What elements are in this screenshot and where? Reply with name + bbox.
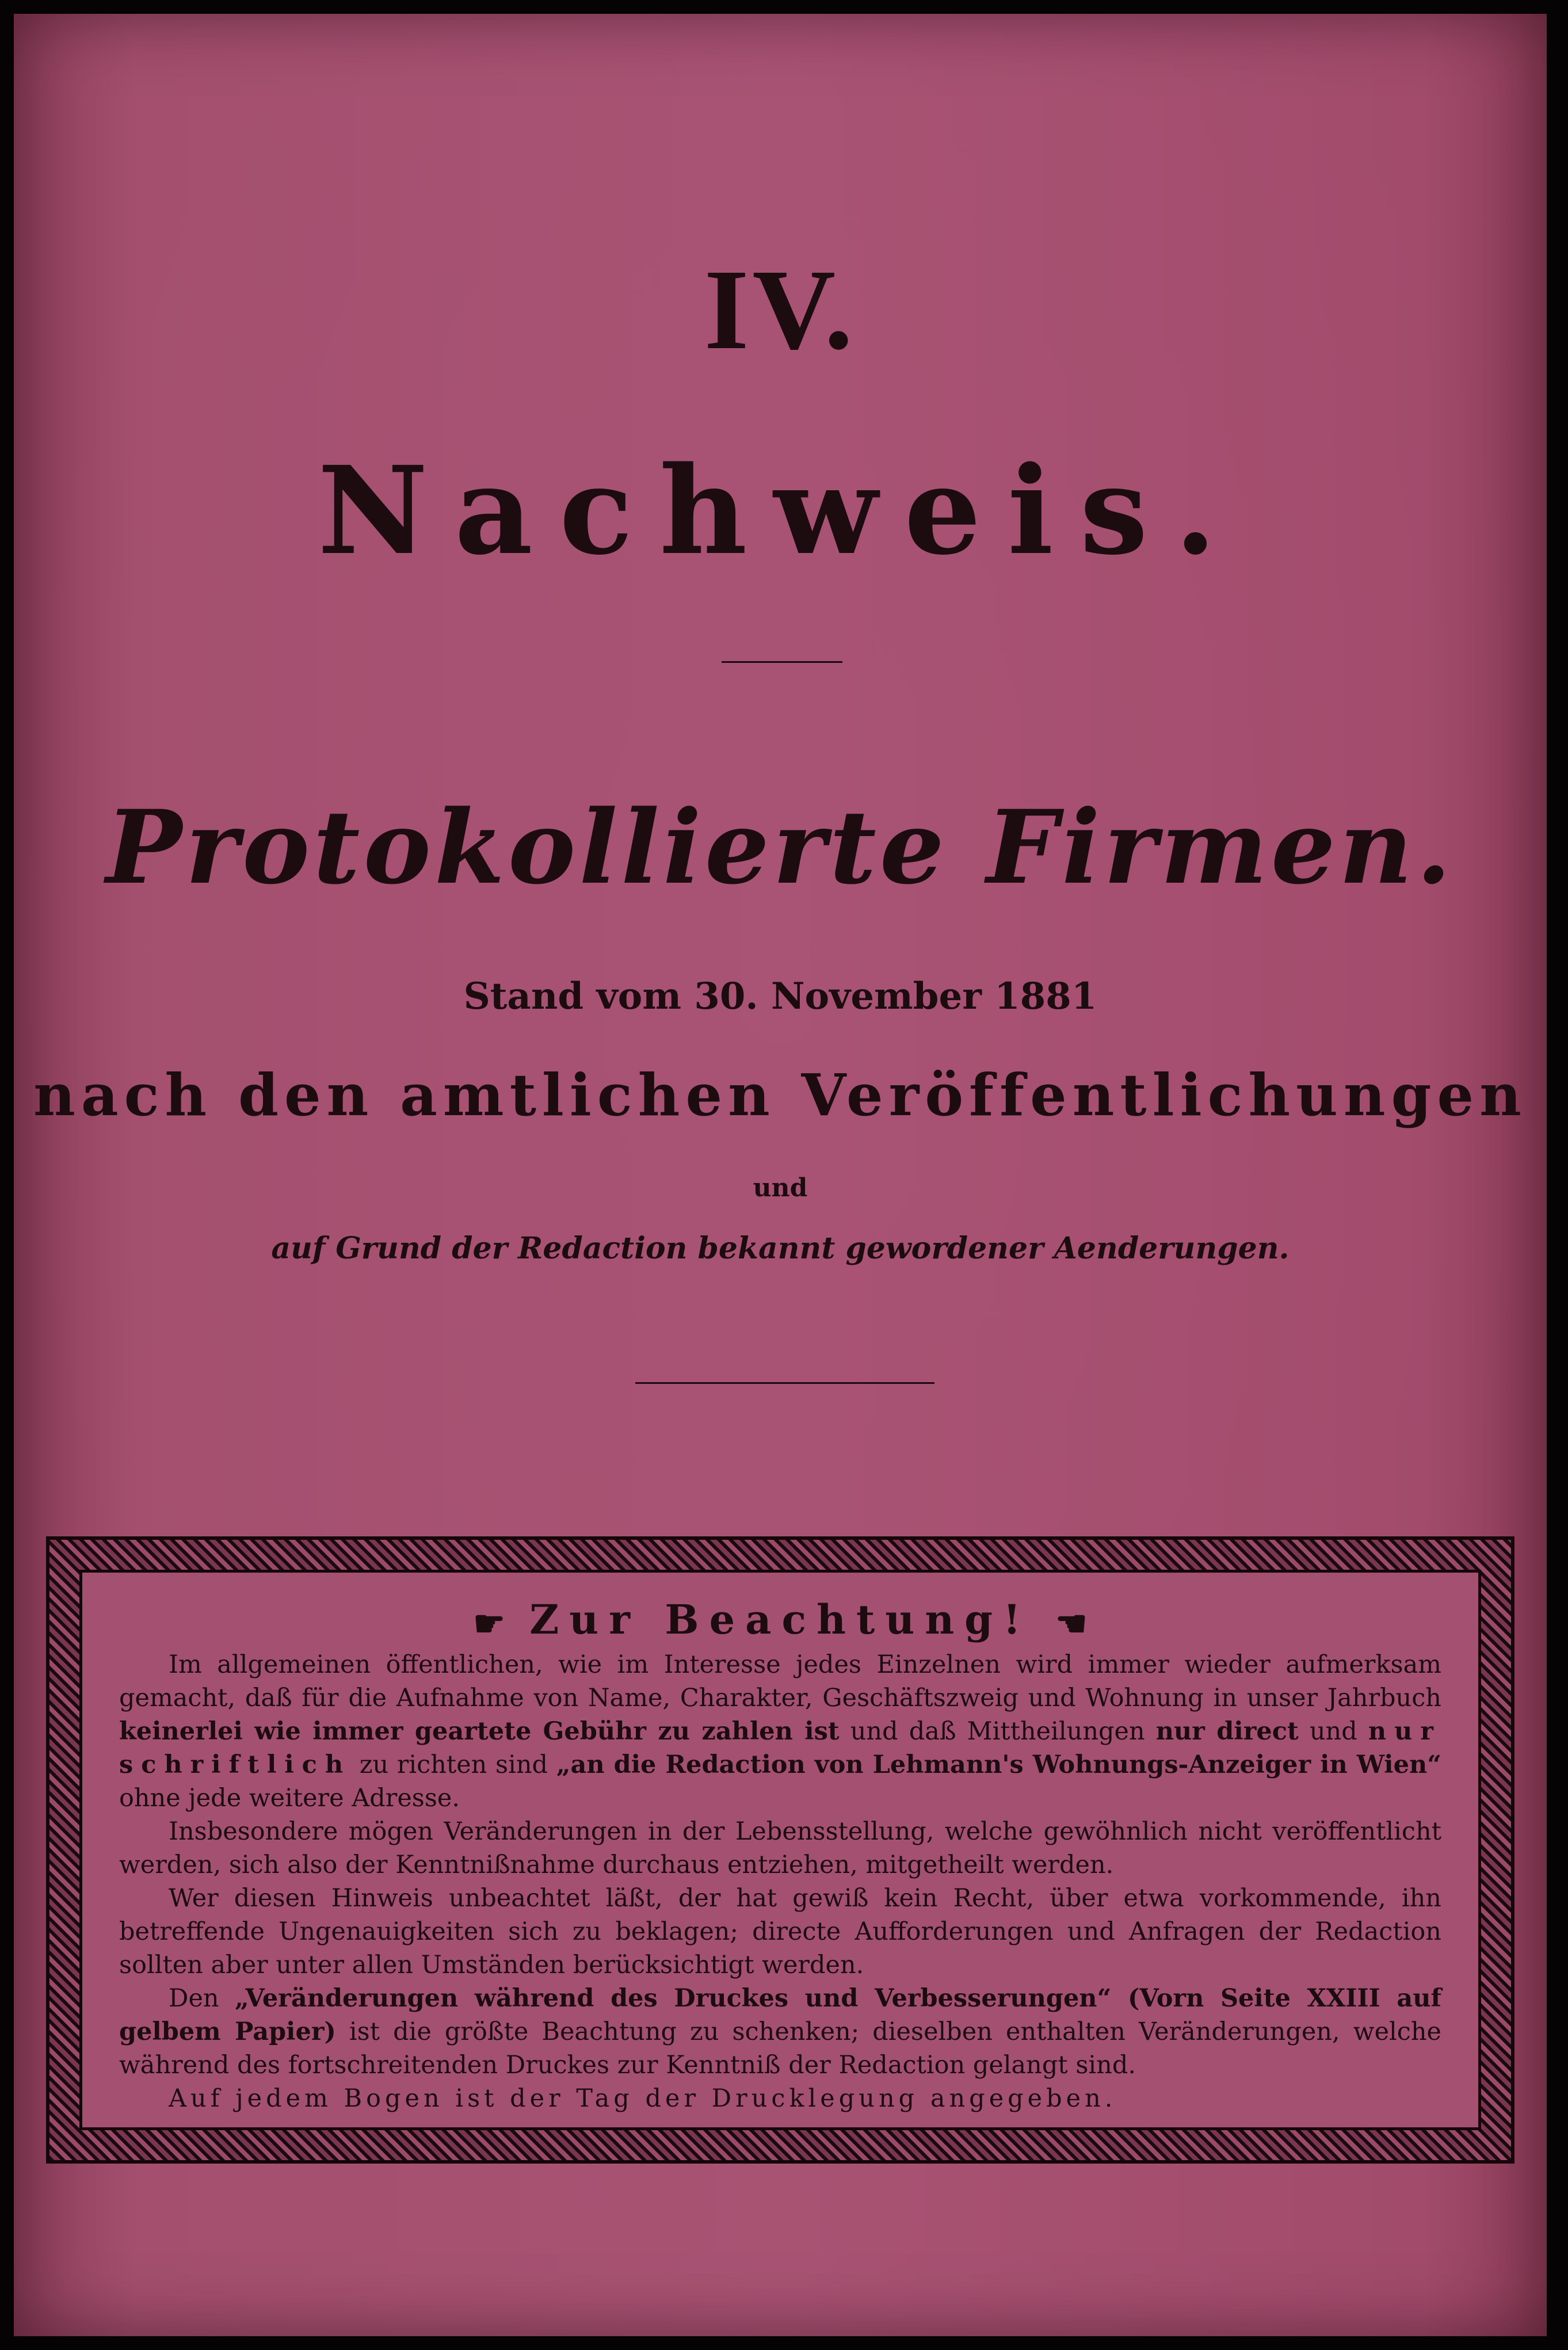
notice-text: Insbesondere mögen Veränderungen in der Lebensstellung, welche gewöhnlich nicht veröffentlicht werden, sich also der Kenntnißnahme durchaus entziehen, mitgetheilt werden. [119, 1817, 1441, 1879]
notice-paragraph-4 [119, 1982, 1441, 2082]
notice-text: Den [169, 1983, 235, 2013]
notice-emphasis: nur direct [1155, 1716, 1299, 1746]
source-line: nach den amtlichen Veröffentlichungen [33, 1061, 1527, 1129]
divider-top [722, 661, 842, 663]
notice-text: ohne jede weitere Adresse. [119, 1783, 460, 1813]
notice-text: und daß Mittheilungen [839, 1716, 1156, 1746]
notice-title-row [119, 1596, 1441, 1645]
notice-box [46, 1536, 1514, 2164]
notice-text: und [1298, 1716, 1368, 1746]
main-title: Nachweis. [317, 440, 1243, 582]
notice-paragraph-5 [119, 2082, 1441, 2115]
divider-bottom [635, 1382, 934, 1384]
date-line: Stand vom 30. November 1881 [463, 975, 1097, 1018]
notice-text: Wer diesen Hinweis unbeachtet läßt, der hat gewiß kein Recht, über etwa vorkommende, ihn betreffende Ungenauigkeiten sich zu beklagen; directe Aufforderungen und Anfragen der Redaction sollten aber unter allen Umständen berücksichtigt werden. [119, 1883, 1441, 1979]
notice-title: Zur Beachtung! [529, 1596, 1031, 1643]
notice-emphasis: nur schriftlich [119, 1716, 1441, 1779]
notice-emphasis: „Veränderungen während des Druckes und Verbesserungen“ (Vorn Seite XXIII auf gelbem Papier) [119, 1983, 1441, 2046]
pointing-hand-right-icon: ☛ [473, 1602, 505, 1645]
subtitle: Protokollierte Firmen. [105, 788, 1455, 907]
page [14, 14, 1547, 2336]
notice-paragraph-2 [119, 1815, 1441, 1882]
notice-emphasis: keinerlei wie immer geartete Gebühr zu zahlen ist [119, 1716, 840, 1746]
notice-paragraph-1 [119, 1648, 1441, 1815]
notice-content [79, 1570, 1481, 2130]
notice-text: zu richten sind [351, 1750, 556, 1779]
notice-text: Im allgemeinen öffentlichen, wie im Interesse jedes Einzelnen wird immer wieder aufmerksam gemacht, daß für die Aufnahme von Name, Charakter, Geschäftszweig und Wohnung in unser Jahrbuch [119, 1650, 1441, 1712]
notice-emphasis: „an die Redaction von Lehmann's Wohnungs-Anzeiger in Wien“ [556, 1750, 1441, 1779]
notice-text: ist die größte Beachtung zu schenken; dieselben enthalten Veränderungen, welche während des fortschreitenden Druckes zur Kenntniß der Redaction gelangt sind. [119, 2017, 1441, 2080]
notice-paragraph-3 [119, 1882, 1441, 1982]
conjunction-line: und [753, 1173, 808, 1203]
notice-text: Auf jedem Bogen ist der Tag der Drucklegung angegeben. [169, 2084, 1117, 2113]
section-number: IV. [704, 246, 857, 373]
basis-line: auf Grund der Redaction bekannt gewordener Aenderungen. [271, 1231, 1290, 1266]
pointing-hand-left-icon: ☚ [1055, 1602, 1088, 1645]
